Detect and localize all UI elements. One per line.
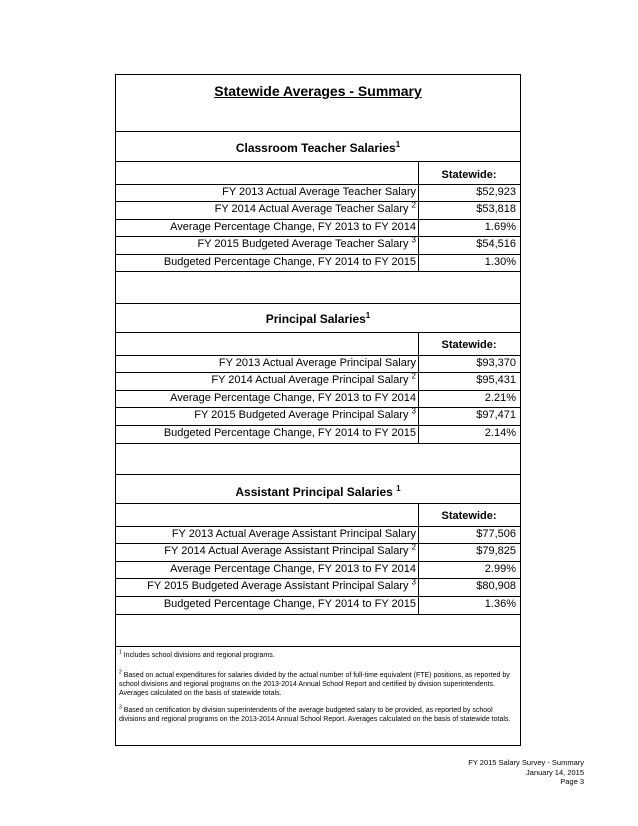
row-label-text: Average Percentage Change, FY 2013 to FY 2014 [170, 392, 416, 404]
footnote-marker: 2 [411, 542, 416, 552]
row-label [170, 392, 416, 404]
row-label-text: FY 2013 Actual Average Principal Salary [218, 357, 416, 369]
row-value: $54,516 [476, 238, 516, 250]
row-label-text: FY 2014 Actual Average Teacher Salary [214, 203, 409, 215]
divider [116, 561, 520, 562]
row-value: $53,818 [476, 203, 516, 215]
section-title-text: Assistant Principal Salaries [235, 485, 393, 499]
divider [116, 503, 520, 504]
divider [116, 614, 520, 615]
row-label-text: FY 2014 Actual Average Principal Salary [211, 374, 409, 386]
row-label [147, 577, 416, 592]
divider [116, 578, 520, 579]
row-label-text: Average Percentage Change, FY 2013 to FY 2014 [170, 221, 416, 233]
row-label-text: Budgeted Percentage Change, FY 2014 to FY 2015 [163, 598, 416, 610]
row-value: 1.69% [484, 221, 516, 233]
divider [116, 161, 520, 162]
footer-report-name: FY 2015 Salary Survey - Summary [468, 758, 584, 767]
row-label [164, 427, 416, 439]
divider [116, 407, 520, 408]
section-title-text: Classroom Teacher Salaries [235, 141, 396, 155]
row-label-text: Budgeted Percentage Change, FY 2014 to FY 2015 [163, 427, 416, 439]
row-label [197, 235, 416, 250]
divider [116, 332, 520, 333]
section-title-assistant-principal [116, 485, 520, 499]
statewide-header: Statewide: [441, 339, 497, 351]
row-value: $95,431 [476, 374, 516, 386]
row-label-text: FY 2015 Budgeted Average Principal Salary [194, 409, 409, 421]
footnote-marker: 1 [365, 311, 371, 320]
footer-page-number: Page 3 [560, 777, 584, 786]
divider [116, 646, 520, 647]
row-label [214, 200, 416, 215]
divider [116, 596, 520, 597]
row-label [164, 256, 416, 268]
row-label [170, 563, 416, 575]
row-label [222, 186, 416, 198]
summary-table [115, 74, 521, 746]
footnote-3 [119, 706, 517, 724]
section-title-principal [116, 312, 520, 326]
divider [116, 219, 520, 220]
page-footer [468, 758, 584, 787]
column-divider [418, 503, 419, 614]
footnote-marker: 1 [396, 484, 401, 493]
footnote-marker: 3 [411, 577, 416, 587]
row-value: $52,923 [476, 186, 516, 198]
section-title-text: Principal Salaries [265, 312, 366, 326]
row-label [194, 406, 416, 421]
row-label [164, 598, 416, 610]
divider [116, 271, 520, 272]
column-divider [418, 332, 419, 443]
row-label-text: FY 2013 Actual Average Teacher Salary [222, 186, 416, 198]
row-label [219, 357, 416, 369]
divider [116, 425, 520, 426]
divider [116, 236, 520, 237]
row-label-text: FY 2013 Actual Average Assistant Principal Salary [171, 528, 416, 540]
divider [116, 201, 520, 202]
divider [116, 390, 520, 391]
footnote-marker: 2 [411, 371, 416, 381]
row-label-text: FY 2015 Budgeted Average Assistant Principal Salary [147, 580, 409, 592]
row-label [172, 528, 416, 540]
row-label [211, 371, 416, 386]
footnote-text: Includes school divisions and regional programs. [123, 652, 275, 659]
section-title-teacher [116, 141, 520, 155]
divider [116, 372, 520, 373]
page-title: Statewide Averages - Summary [214, 83, 422, 99]
footer-date: January 14, 2015 [526, 767, 584, 777]
footnote-text: Based on actual expenditures for salaries divided by the actual number of full-time equivalent (FTE) positions, as reported by school divisions and regional programs on the 2013-2014 Annual School Report and certified by division superintendents. Averages calculated on the basis of statewide totals. [119, 672, 510, 697]
divider [116, 526, 520, 527]
row-value: 2.99% [484, 563, 516, 575]
statewide-header: Statewide: [441, 510, 497, 522]
footnote-2 [119, 671, 517, 698]
footnote-marker: 3 [411, 406, 416, 416]
row-value: 2.21% [484, 392, 516, 404]
footnote-number: 1 [119, 649, 122, 656]
footnote-number: 3 [119, 704, 122, 711]
footnote-marker: 2 [411, 200, 416, 210]
footnote-marker: 3 [411, 235, 416, 245]
divider [116, 303, 520, 304]
row-label [164, 542, 416, 557]
row-value: $97,471 [476, 409, 516, 421]
row-value: $79,825 [476, 545, 516, 557]
row-value: 1.36% [484, 598, 516, 610]
statewide-header: Statewide: [441, 169, 497, 181]
divider [116, 443, 520, 444]
footnote-1 [119, 651, 517, 660]
row-label [170, 221, 416, 233]
row-value: $93,370 [476, 357, 516, 369]
row-value: 2.14% [484, 427, 516, 439]
row-value: $77,506 [476, 528, 516, 540]
divider [116, 184, 520, 185]
row-value: $80,908 [476, 580, 516, 592]
row-label-text: Average Percentage Change, FY 2013 to FY 2014 [170, 563, 416, 575]
divider [116, 474, 520, 475]
divider [116, 355, 520, 356]
footnote-marker: 1 [395, 140, 401, 149]
row-value: 1.30% [484, 256, 516, 268]
row-label-text: FY 2014 Actual Average Assistant Principal Salary [164, 545, 409, 557]
row-label-text: FY 2015 Budgeted Average Teacher Salary [197, 238, 409, 250]
footnote-text: Based on certification by division superintendents of the average budgeted salary to be provided, as reported by school divisions and regional programs on the 2013-2014 Annual School Report. Averages calculated on the basis of statewide totals. [119, 707, 511, 723]
divider [116, 543, 520, 544]
footnote-number: 2 [119, 669, 122, 676]
row-label-text: Budgeted Percentage Change, FY 2014 to FY 2015 [163, 256, 416, 268]
divider [116, 254, 520, 255]
divider [116, 131, 520, 132]
